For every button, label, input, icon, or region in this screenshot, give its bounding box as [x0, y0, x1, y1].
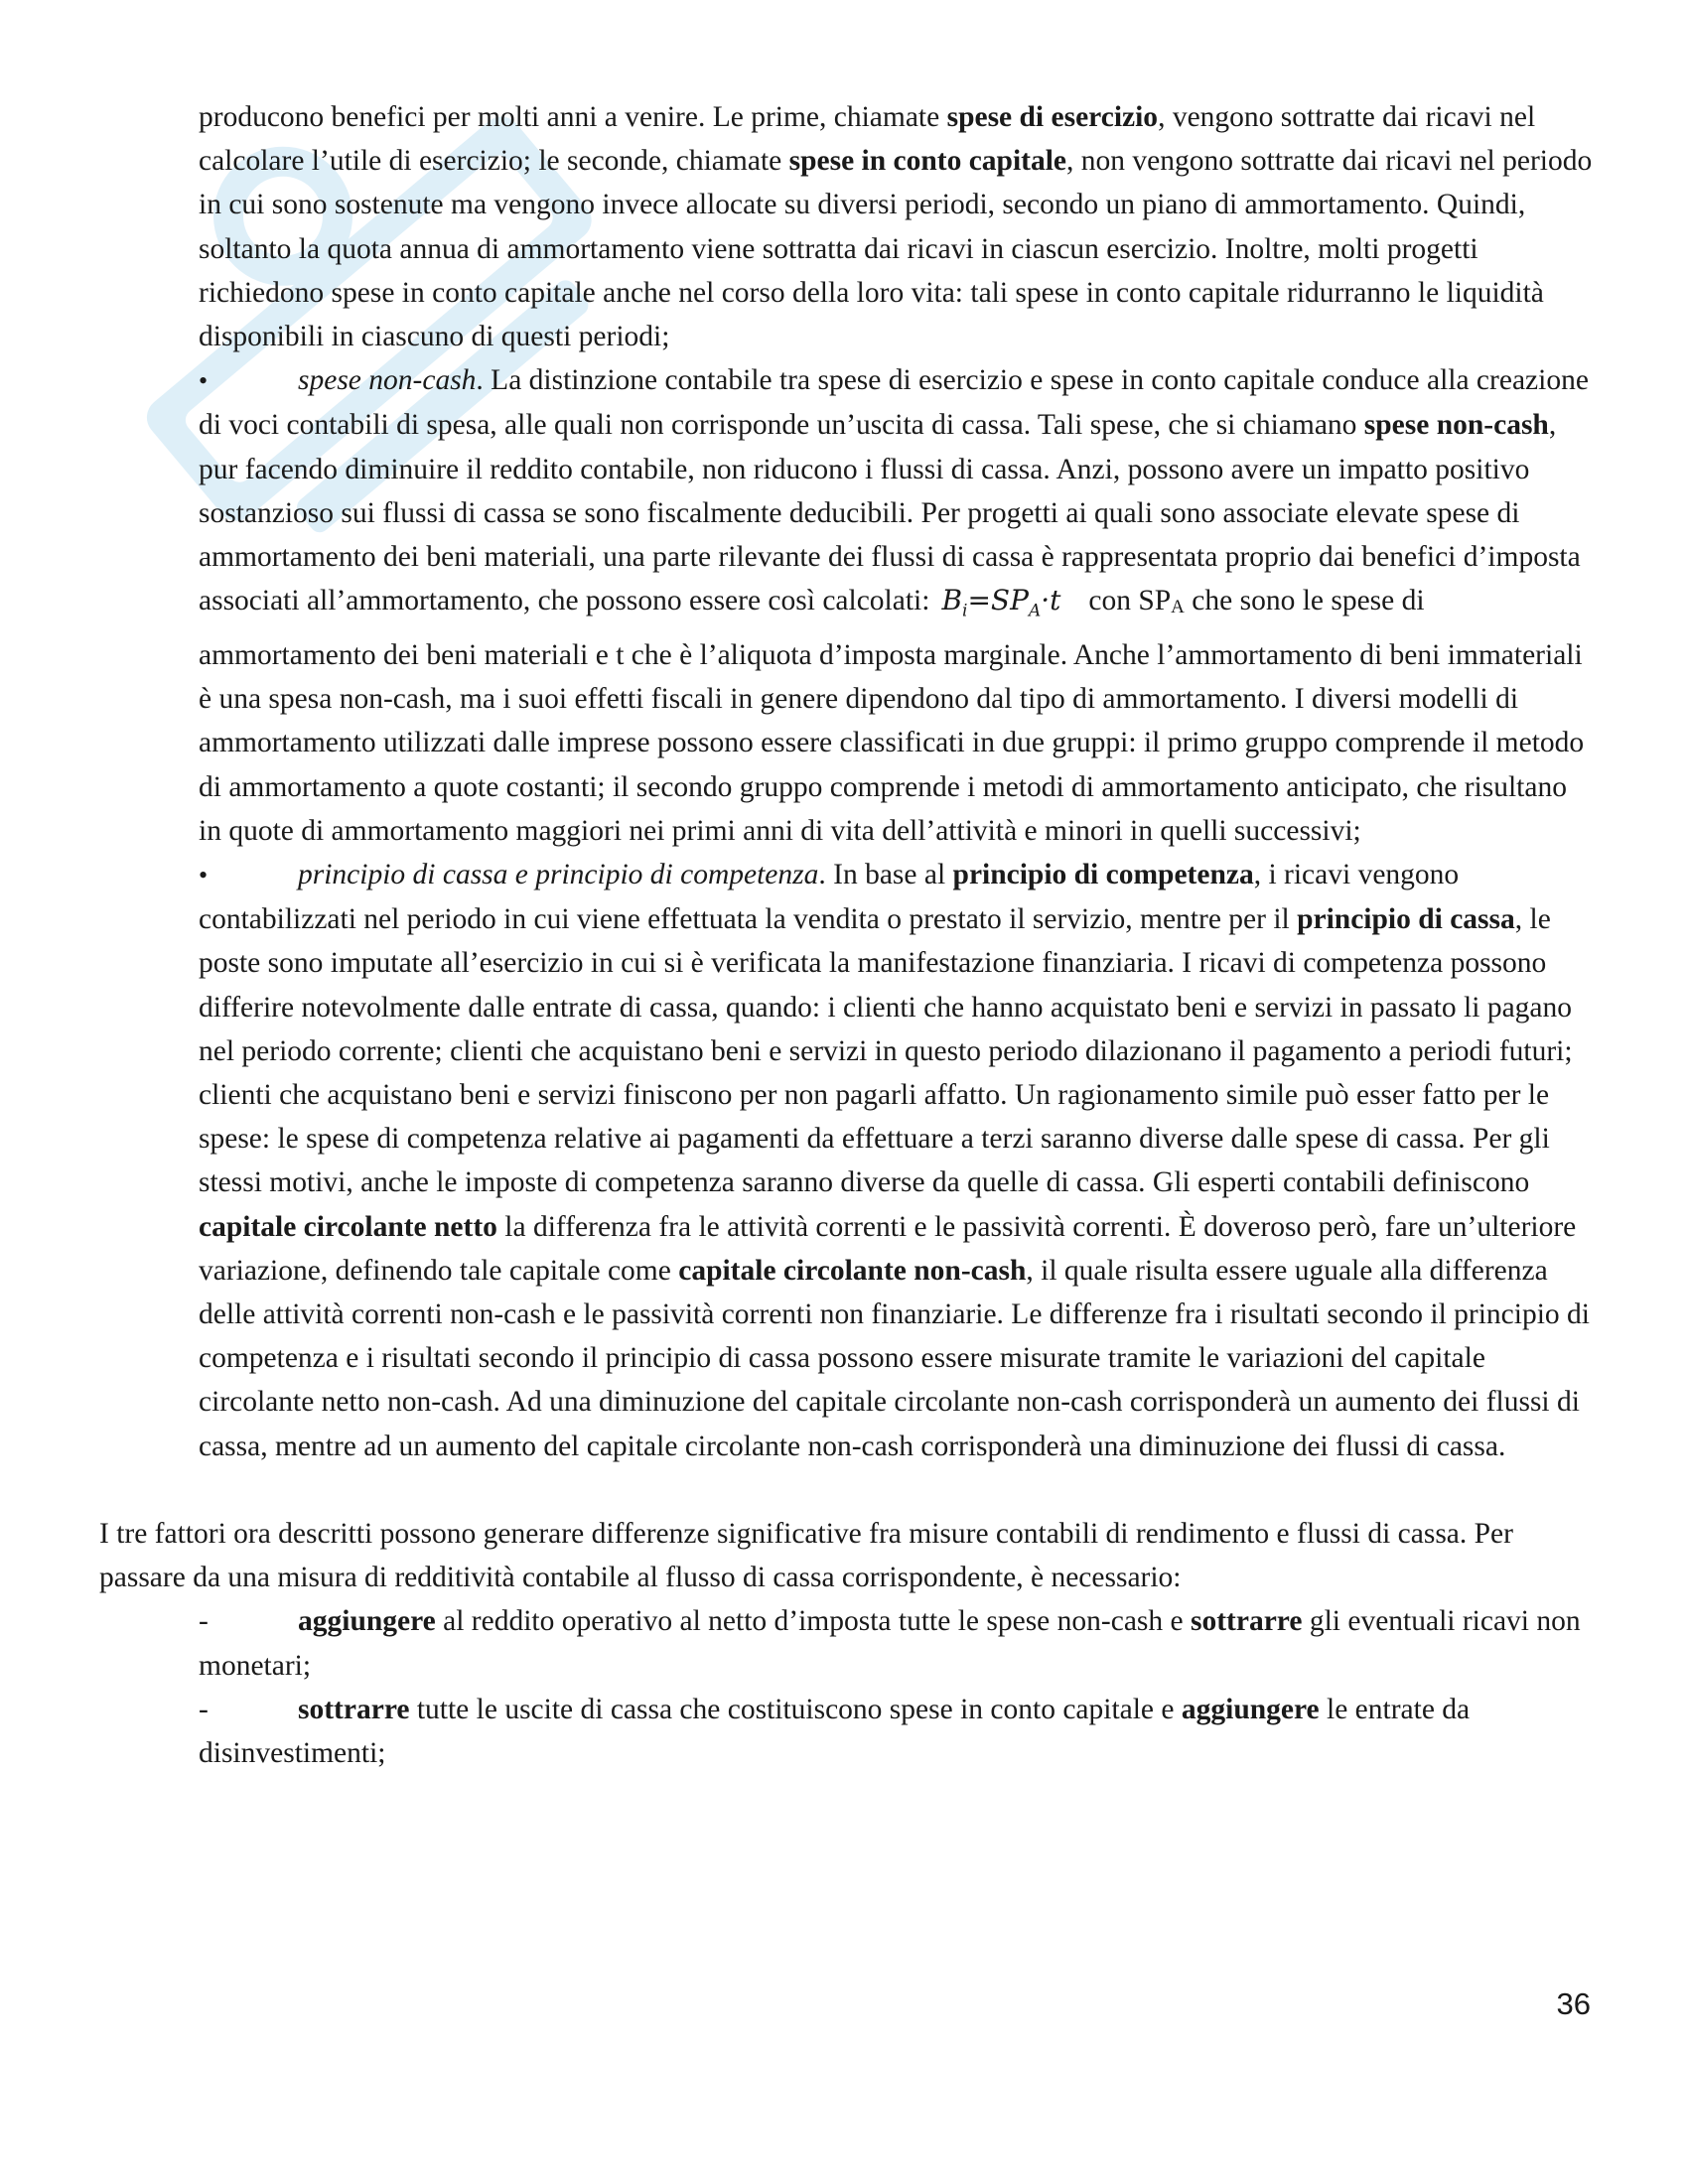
list-item-title: principio di cassa e principio di competenza	[298, 859, 819, 891]
list-item-spese-non-cash: • spese non-cash. La distinzione contabile tra spese di esercizio e spese in conto capitale conduce alla creazione di voci contabili di spesa, alle quali non corrisponde un’uscita di cassa. Tali spese, che si chiamano spese non-cash, pur facendo diminuire il reddito contabile, non riducono i flussi di cassa. Anzi, possono avere un impatto positivo sostanzioso sui flussi di cassa se sono fiscalmente deducibili. Per progetti ai quali sono associate elevate spese di ammortamento dei beni materiali, una parte rilevante dei flussi di cassa è rappresentata proprio dai benefici d’imposta associati all’ammortamento, che possono essere così calcolati: $B_i=SP_A\cdot t$ con SPA che sono le spese di ammortamento dei beni materiali e t che è l’aliquota d’imposta marginale. Anche l’ammortamento di beni immateriali è una spesa non-cash, ma i suoi effetti fiscali in genere dipendono dal tipo di ammortamento. I diversi modelli di ammortamento utilizzati dalle imprese possono essere classificati in due gruppi: il primo gruppo comprende il metodo di ammortamento a quote costanti; il secondo gruppo comprende i metodi di ammortamento anticipato, che risultano in quote di ammortamento maggiori nei primi anni di vita dell’attività e minori in quelli successivi;	[199, 358, 1594, 853]
list-item-sottrarre: - sottrarre tutte le uscite di cassa che costituiscono spese in conto capitale e aggiungere le entrate da disinvestimenti;	[199, 1688, 1594, 1775]
term-capitale-circolante-netto: capitale circolante netto	[199, 1210, 497, 1243]
bullet-icon: •	[199, 861, 209, 890]
term-principio-di-cassa: principio di cassa	[1297, 903, 1515, 936]
term-spese-in-conto-capitale: spese in conto capitale	[788, 145, 1067, 178]
list-item-title: spese non-cash	[298, 364, 477, 397]
document-body	[99, 95, 1594, 1775]
term-capitale-circolante-non-cash: capitale circolante non-cash	[678, 1254, 1027, 1287]
formula-benefici-imposta: $B_i=SP_A\cdot t$	[941, 584, 1061, 621]
dash-icon: -	[199, 1693, 209, 1725]
term-spese-di-esercizio: spese di esercizio	[946, 101, 1159, 133]
page-number: 36	[1556, 1986, 1591, 2021]
term-spese-non-cash: spese non-cash	[1363, 409, 1549, 442]
paragraph-intro: producono benefici per molti anni a venire. Le prime, chiamate spese di esercizio, vengono sottratte dai ricavi nel calcolare l’utile di esercizio; le seconde, chiamate spese in conto capitale, non vengono sottratte dai ricavi nel periodo in cui sono sostenute ma vengono invece allocate su diversi periodi, secondo un piano di ammortamento. Quindi, soltanto la quota annua di ammortamento viene sottratta dai ricavi in ciascun esercizio. Inoltre, molti progetti richiedono spese in conto capitale anche nel corso della loro vita: tali spese in conto capitale ridurranno le liquidità disponibili in ciascuno di questi periodi;	[199, 101, 1593, 353]
paragraph-summary: I tre fattori ora descritti possono generare differenze significative fra misure contabili di rendimento e flussi di cassa. Per passare da una misura di redditività contabile al flusso di cassa corrispondente, è necessario:	[99, 1517, 1513, 1594]
list-item-aggiungere: - aggiungere al reddito operativo al netto d’imposta tutte le spese non-cash e sottrarre gli eventuali ricavi non monetari;	[199, 1599, 1594, 1687]
bullet-icon: •	[199, 366, 209, 396]
term-principio-di-competenza: principio di competenza	[952, 859, 1254, 891]
list-item-principio-cassa-competenza: • principio di cassa e principio di competenza. In base al principio di competenza, i ricavi vengono contabilizzati nel periodo in cui viene effettuata la vendita o prestato il servizio, mentre per il principio di cassa, le poste sono imputate all’esercizio in cui si è verificata la manifestazione finanziaria. I ricavi di competenza possono differire notevolmente dalle entrate di cassa, quando: i clienti che hanno acquistato beni e servizi in passato li pagano nel periodo corrente; clienti che acquistano beni e servizi in questo periodo dilazionano il pagamento a periodi futuri; clienti che acquistano beni e servizi finiscono per non pagarli affatto. Un ragionamento simile può esser fatto per le spese: le spese di competenza relative ai pagamenti da effettuare a terzi saranno diverse dalle spese di cassa. Per gli stessi motivi, anche le imposte di competenza saranno diverse da quelle di cassa. Gli esperti contabili definiscono capitale circolante netto la differenza fra le attività correnti e le passività correnti. È doveroso però, fare un’ulteriore variazione, definendo tale capitale come capitale circolante non-cash, il quale risulta essere uguale alla differenza delle attività correnti non-cash e le passività correnti non finanziarie. Le differenze fra i risultati secondo il principio di competenza e i risultati secondo il principio di cassa possono essere misurate tramite le variazioni del capitale circolante netto non-cash. Ad una diminuzione del capitale circolante non-cash corrisponderà un aumento dei flussi di cassa, mentre ad un aumento del capitale circolante non-cash corrisponderà una diminuzione dei flussi di cassa.	[199, 853, 1594, 1468]
dash-icon: -	[199, 1605, 209, 1638]
